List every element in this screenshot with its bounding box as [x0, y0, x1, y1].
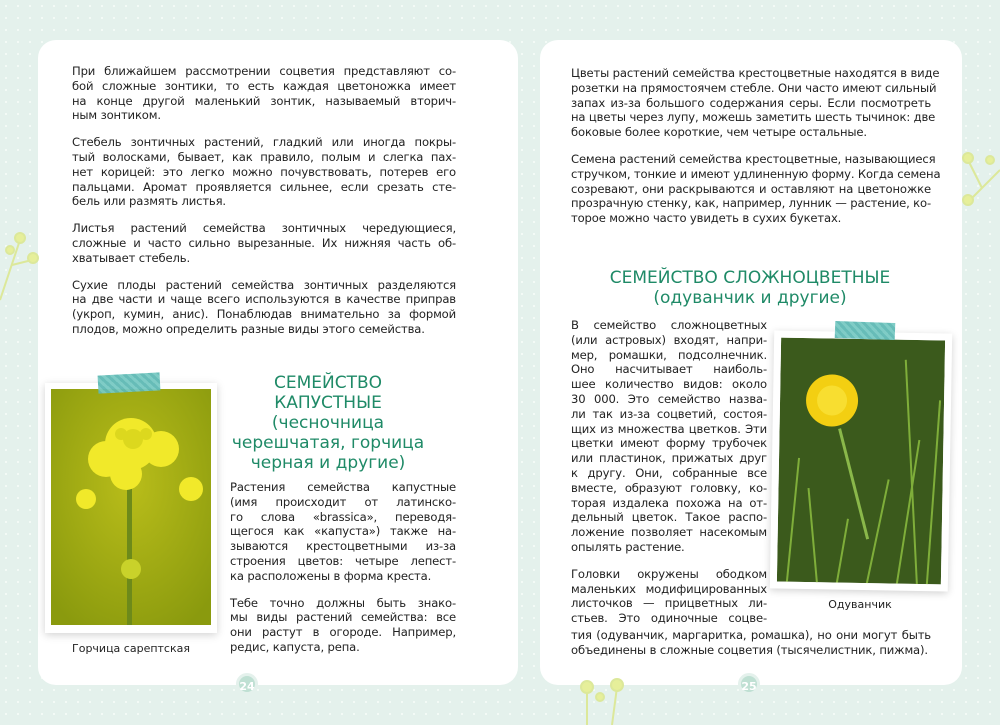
text-line: тия (одуванчик, маргаритка, ромашка), но они могут быть	[571, 628, 931, 642]
sprig-decoration-icon	[572, 675, 632, 725]
paragraph	[571, 151, 941, 226]
text-line: прозрачную стенку, как, например, лунник — растение, ко-	[571, 196, 931, 211]
left-body-text	[72, 64, 456, 337]
text-line: При ближайшем рассмотрении соцветия представляют со-	[72, 64, 456, 78]
text-line: В семейство сложноцветных	[571, 318, 767, 332]
text-line: ным зонтиком.	[72, 108, 161, 123]
text-line: мы виды растений семейства: все	[230, 610, 456, 625]
sprig-decoration-icon	[960, 140, 1000, 220]
sprig-decoration-icon	[0, 220, 40, 310]
text-line: мер, ромашки, подсолнечник.	[571, 347, 767, 362]
text-line: Сухие плоды растений семейства зонтичных разделяются	[72, 277, 456, 292]
text-line: торое можно часто увидеть в сухих букетах.	[571, 211, 842, 226]
paragraph	[230, 596, 456, 655]
heading-subtitle-line: (чесночница	[271, 413, 385, 433]
text-line: бель или размять листья.	[72, 194, 226, 209]
paragraph	[571, 567, 767, 626]
text-line: стручком, тонкие и имеют удлиненную форму. Когда семена	[571, 166, 941, 181]
heading-title-line: СЕМЕЙСТВО	[273, 373, 383, 393]
text-line: они растут в огороде. Например,	[230, 625, 456, 640]
text-line: Листья растений семейства зонтичных чередующиеся,	[72, 221, 456, 236]
heading-title-line: СЕМЕЙСТВО СЛОЖНОЦВЕТНЫЕ	[609, 268, 891, 288]
text-line: или пластинок, прижатых друг	[571, 451, 767, 466]
text-line: Цветы растений семейства крестоцветные находятся в виде	[571, 66, 940, 80]
text-line: объединены в сложные соцветия (тысячелистник, пижма).	[571, 642, 928, 657]
paragraph	[230, 480, 456, 584]
text-line: нет корицей: это легко можно почувствовать, потерев его	[72, 164, 456, 179]
composite-family-text-wide	[571, 628, 931, 658]
text-line: щегося как «капуста») также на-	[230, 524, 456, 539]
text-line: Оно насчитывает наиболь-	[571, 362, 767, 377]
paragraph	[72, 278, 456, 337]
page-number-24: 24	[236, 673, 258, 695]
text-line: (укроп, кумин, анис). Понаблюдав внимательно за формой	[72, 307, 456, 322]
heading-title-line: КАПУСТНЫЕ	[274, 393, 382, 413]
text-line: пальцами. Аромат проявляется сильнее, если срезать сте-	[72, 179, 456, 194]
text-line: ка расположены в форма креста.	[230, 568, 432, 583]
text-line: (имя происходит от латинско-	[230, 494, 456, 509]
text-line: к другу. Они, собранные все	[571, 465, 767, 480]
text-line: Тебе точно должны быть знако-	[230, 595, 456, 610]
text-line: зываются крестоцветными из-за	[230, 539, 456, 554]
text-line: листочков — прицветных ли-	[571, 596, 767, 611]
text-line: цветки имеют форму трубочек	[571, 436, 767, 451]
paragraph	[72, 64, 456, 123]
text-line: щих из множества цветков. Эти	[571, 421, 767, 436]
text-line: опылять растение.	[571, 539, 685, 554]
text-line: Семена растений семейства крестоцветные, называющиеся	[571, 151, 936, 166]
text-line: ли так из-за соцветий, состоя-	[571, 406, 767, 421]
text-line: на конце другой маленький зонтик, называемый вторич-	[72, 93, 456, 108]
heading-subtitle-line: черешчатая, горчица	[231, 433, 425, 453]
mustard-flower-photo	[51, 389, 211, 625]
text-line: Растения семейства капустные	[230, 480, 456, 494]
tape-decoration	[98, 372, 161, 393]
page-number-25: 25	[738, 673, 760, 695]
text-line: бой сложные зонтики, то есть каждая цветоножка имеет	[72, 78, 456, 93]
composite-family-text	[571, 318, 767, 626]
heading-subtitle-line: (одуванчик и другие)	[653, 288, 847, 308]
text-line: 30 000. Это семейство назва-	[571, 391, 767, 406]
cabbage-family-text	[230, 480, 456, 655]
text-line: шее количество видов: около	[571, 377, 767, 392]
paragraph	[72, 221, 456, 265]
text-line: сложные и часто сильно вырезанные. Их нижняя часть об-	[72, 235, 456, 250]
dandelion-photo	[777, 338, 945, 585]
cabbage-family-heading	[228, 373, 428, 473]
text-line: вместе, образуют головку, ко-	[571, 480, 767, 495]
text-line: на две части и чаще всего используются в качестве приправ	[72, 292, 456, 307]
text-line: боковые более короткие, чем четыре остальные.	[571, 125, 867, 140]
composite-family-heading	[570, 268, 930, 308]
text-line: ложение позволяет насекомым	[571, 525, 767, 540]
right-body-text	[571, 66, 941, 226]
text-line: розетки на прямостоячем стебле. Они часто имеют сильный	[571, 80, 937, 95]
text-line: Головки окружены ободком	[571, 566, 767, 581]
text-line: созревают, они раскрываются и оставляют на цветоножке	[571, 181, 931, 196]
text-line: строения цветов: четыре лепест-	[230, 553, 456, 568]
text-line: дельный цветок. Такое распо-	[571, 510, 767, 525]
paragraph	[571, 318, 767, 555]
text-line: редис, капуста, репа.	[230, 639, 360, 654]
paragraph	[571, 66, 940, 140]
text-line: го слова «brassica», переводя-	[230, 509, 456, 524]
text-line: запах из-за большого содержания серы. Если посмотреть	[571, 95, 931, 110]
text-line: Стебель зонтичных растений, гладкий или иногда покры-	[72, 135, 456, 150]
dandelion-photo-caption: Одуванчик	[828, 598, 892, 611]
mustard-photo-caption: Горчица сарептская	[72, 642, 190, 655]
text-line: маленьких модифицированных	[571, 581, 767, 596]
heading-subtitle-line: черная и другие)	[250, 453, 406, 473]
text-line: торая издалека похожа на от-	[571, 495, 767, 510]
mustard-photo-frame	[45, 383, 217, 633]
text-line: плодов, можно определить разные виды этого семейства.	[72, 321, 425, 336]
text-line: хватывает стебель.	[72, 250, 190, 265]
text-line: на цветы через лупу, можешь заметить шесть тычинок: две	[571, 110, 936, 125]
text-line: стьев. Это одиночные соцве-	[571, 611, 767, 626]
paragraph	[72, 135, 456, 209]
text-line: (или астровых) входят, напри-	[571, 332, 767, 347]
text-line: тый волосками, бывает, как правило, полым и слегка пах-	[72, 149, 456, 164]
tape-decoration	[835, 321, 896, 340]
dandelion-photo-frame	[770, 330, 952, 591]
